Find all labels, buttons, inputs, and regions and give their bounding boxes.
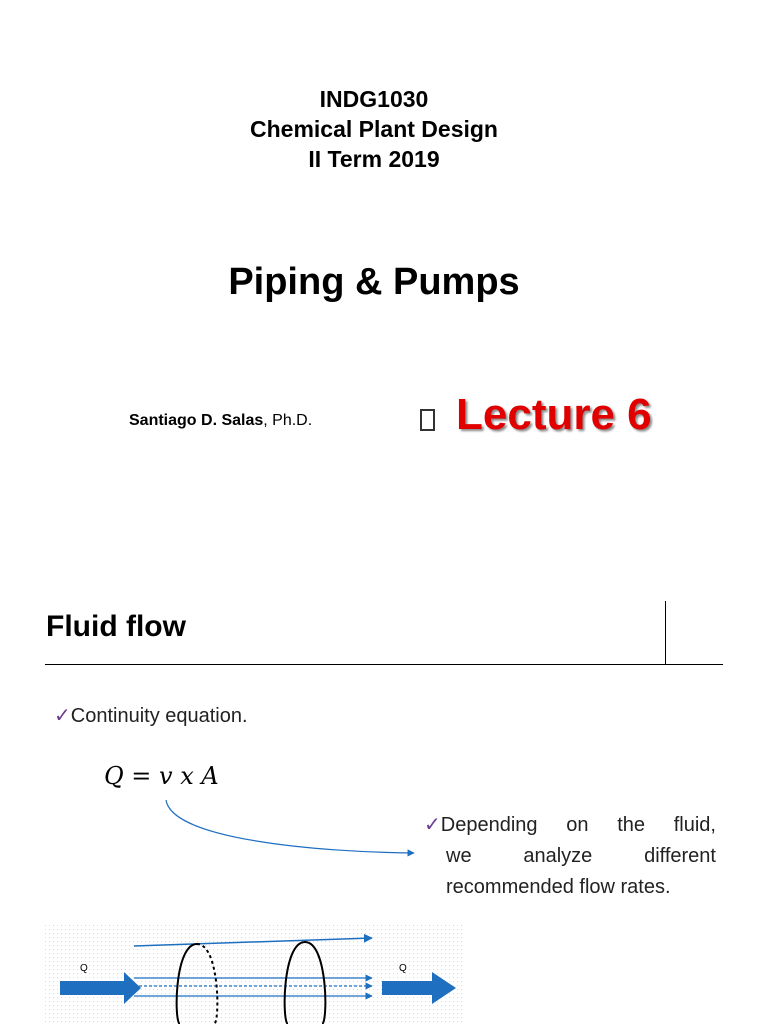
connector-arrow <box>166 800 414 853</box>
bullet-word: the <box>617 814 646 836</box>
bullet-word: different <box>644 845 716 867</box>
bullet-line: recommended flow rates. <box>446 876 671 898</box>
lecture-number: Lecture 6 <box>456 390 652 439</box>
slide-heading: Fluid flow <box>46 610 186 643</box>
flow-label-in: Q <box>80 963 88 974</box>
bullet-word: we <box>446 845 472 867</box>
bullet-word: analyze <box>523 845 593 867</box>
course-name: Chemical Plant Design <box>250 116 498 142</box>
lecture-title: Piping & Pumps <box>228 261 520 303</box>
author-name: Santiago D. Salas <box>129 412 264 429</box>
flow-label-out: Q <box>399 963 407 974</box>
bullet-text: Continuity equation. <box>70 705 248 727</box>
author-suffix: , Ph.D. <box>263 412 313 429</box>
bullet-word: on <box>566 814 589 836</box>
course-code: INDG1030 <box>319 86 429 112</box>
continuity-equation: Q = v x A <box>104 762 219 790</box>
checkmark-icon: ✓ <box>54 705 71 727</box>
bullet-word: Depending <box>440 814 538 836</box>
checkmark-icon: ✓ <box>424 814 441 836</box>
course-term: II Term 2019 <box>308 146 440 172</box>
bullet-word: fluid, <box>673 814 716 836</box>
